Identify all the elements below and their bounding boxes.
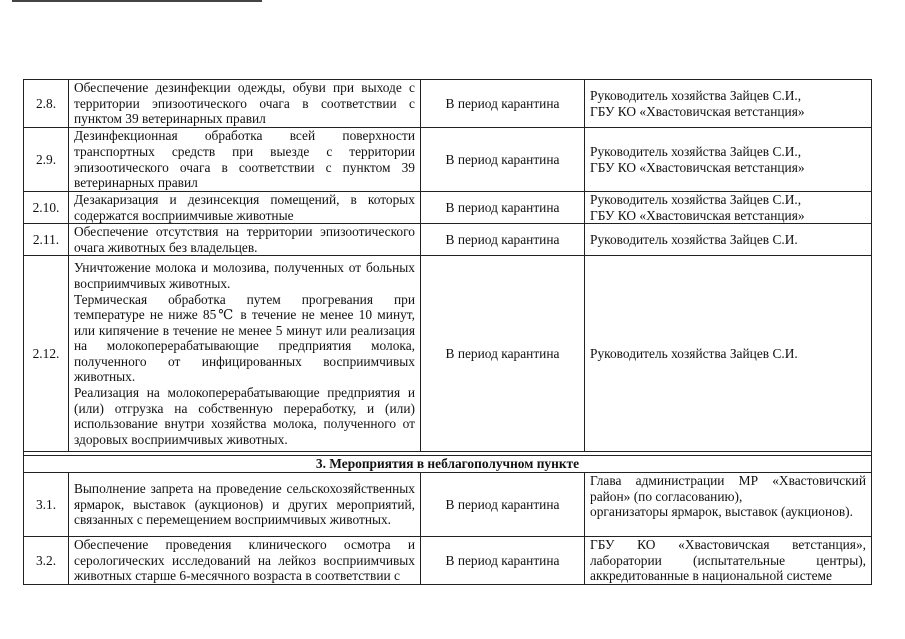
responsible-line: ГБУ КО «Хвастовичская ветстанция», лаборатории (испытательные центры), аккредитованные в национальной системе	[590, 536, 866, 584]
responsible-line: ГБУ КО «Хвастовичская ветстанция»	[590, 207, 805, 223]
row-number: 2.10.	[24, 192, 69, 224]
header-rule	[12, 0, 262, 2]
period-cell: В период карантина	[421, 80, 585, 128]
measure-paragraph: Выполнение запрета на проведение сельскохозяйственных ярмарок, выставок (аукционов) и других мероприятий, связанных с перемещением восприимчивых животных.	[74, 481, 415, 528]
measures-group-2	[24, 80, 872, 452]
measure-paragraph: Уничтожение молока и молозива, полученных от больных восприимчивых животных.	[74, 260, 415, 291]
measure-paragraph: Термическая обработка путем прогревания при температуре не ниже 85℃ в течение не менее 10 минут, или кипячение в течение не менее 5 минут или реализация на молокоперерабатывающие предприятия молока, полученного от инфицированных восприимчивых животных.	[74, 291, 415, 385]
responsible-cell	[585, 128, 872, 192]
period-cell: В период карантина	[421, 224, 585, 256]
measure-paragraph: Обеспечение отсутствия на территории эпизоотического очага животных без владельцев.	[74, 224, 415, 255]
measure-paragraph: Обеспечение проведения клинического осмотра и серологических исследований на лейкоз восприимчивых животных старше 6-месячного возраста в соответствии с	[74, 536, 415, 584]
table-row	[24, 128, 872, 192]
table-row	[24, 536, 872, 584]
measure-paragraph: Дезакаризация и дезинсекция помещений, в которых содержатся восприимчивые животные	[74, 192, 415, 223]
measure-description	[69, 224, 421, 256]
table-row	[24, 256, 872, 452]
row-number: 2.8.	[24, 80, 69, 128]
measure-description	[69, 128, 421, 192]
row-number: 2.9.	[24, 128, 69, 192]
responsible-cell	[585, 192, 872, 224]
table-row	[24, 224, 872, 256]
responsible-line: Руководитель хозяйства Зайцев С.И.,	[590, 87, 802, 103]
period-cell: В период карантина	[421, 536, 585, 584]
section-title: 3. Мероприятия в неблагополучном пункте	[24, 456, 872, 473]
measure-description	[69, 256, 421, 452]
responsible-cell	[585, 256, 872, 452]
measure-description	[69, 80, 421, 128]
period-cell: В период карантина	[421, 192, 585, 224]
row-number: 2.12.	[24, 256, 69, 452]
responsible-line: Руководитель хозяйства Зайцев С.И.,	[590, 192, 802, 207]
responsible-line: Глава администрации МР «Хвастовичский район» (по согласованию),	[590, 472, 866, 504]
responsible-line: ГБУ КО «Хвастовичская ветстанция»	[590, 159, 805, 175]
responsible-cell	[585, 536, 872, 584]
responsible-line: Руководитель хозяйства Зайцев С.И.,	[590, 143, 802, 159]
responsible-line: Руководитель хозяйства Зайцев С.И.	[590, 231, 798, 247]
measure-description	[69, 536, 421, 584]
measures-table	[23, 79, 872, 585]
period-cell: В период карантина	[421, 256, 585, 452]
responsible-cell	[585, 472, 872, 536]
table-row	[24, 472, 872, 536]
measures-group-3	[24, 472, 872, 584]
responsible-line: Руководитель хозяйства Зайцев С.И.	[590, 346, 798, 362]
period-cell: В период карантина	[421, 472, 585, 536]
responsible-line: ГБУ КО «Хвастовичская ветстанция»	[590, 103, 805, 119]
measure-description	[69, 192, 421, 224]
period-cell: В период карантина	[421, 128, 585, 192]
responsible-cell	[585, 80, 872, 128]
row-number: 3.2.	[24, 536, 69, 584]
row-number: 3.1.	[24, 472, 69, 536]
measure-description	[69, 472, 421, 536]
row-number: 2.11.	[24, 224, 69, 256]
measure-paragraph: Обеспечение дезинфекции одежды, обуви при выходе с территории эпизоотического очага в соответствии с пунктом 39 ветеринарных правил	[74, 80, 415, 127]
section-3-header	[24, 452, 872, 473]
table-row	[24, 80, 872, 128]
table-row	[24, 192, 872, 224]
measure-paragraph: Дезинфекционная обработка всей поверхности транспортных средств при выезде с территории эпизоотического очага в соответствии с пунктом 39 ветеринарных правил	[74, 128, 415, 191]
measure-paragraph: Реализация на молокоперерабатывающие предприятия и (или) отгрузка на собственную переработку, и (или) использование внутри хозяйства молока, полученного от здоровых восприимчивых животных.	[74, 385, 415, 447]
responsible-line: организаторы ярмарок, выставок (аукционов).	[590, 504, 853, 520]
responsible-cell	[585, 224, 872, 256]
